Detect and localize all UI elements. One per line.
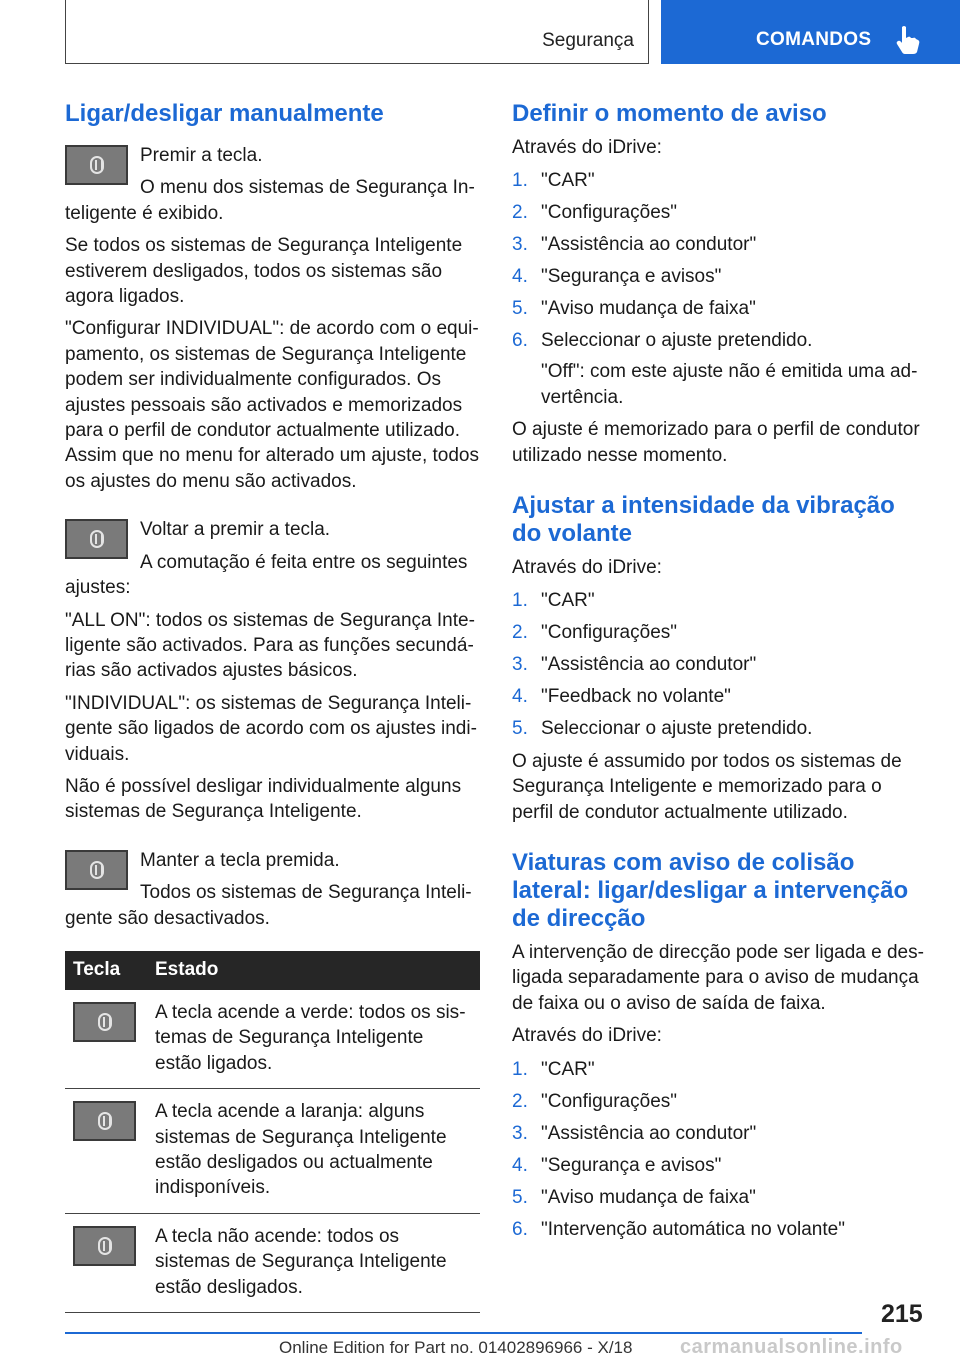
list-item: 6. "Intervenção automática no volante" <box>512 1218 845 1240</box>
press1-line1: Premir a tecla. <box>140 145 263 166</box>
press3-line1: Manter a tecla premida. <box>140 849 340 871</box>
right-column <box>512 100 927 1249</box>
pointing-hand-icon <box>894 25 920 55</box>
step-note: "Off": com este ajuste não é emitida uma advertência. <box>541 361 918 408</box>
table-row <box>65 1213 480 1312</box>
paragraph: "ALL ON": todos os sistemas de Segurança Inteligente são activados. Para as funções secundárias são activados ajustes básicos. <box>65 609 475 682</box>
footer-divider <box>65 1332 862 1334</box>
press-block-2 <box>65 516 480 600</box>
press-block-3 <box>65 847 480 931</box>
list-item: 4. "Segurança e avisos" <box>512 1154 722 1176</box>
paragraph: A intervenção de direcção pode ser ligada e desligada separadamente para o aviso de mudança de faixa ou o aviso de saída de faixa. <box>512 942 924 1014</box>
table-cell-state: A tecla acende a verde: todos os sistemas de Segurança Inteligente estão ligados. <box>147 990 480 1089</box>
press2-line1: Voltar a premir a tecla. <box>140 519 331 541</box>
list-item: 1. "CAR" <box>512 1058 595 1080</box>
safety-button-key-icon <box>73 1002 136 1042</box>
safety-button-key-icon <box>65 850 128 890</box>
list-item: 6. Seleccionar o ajuste pretendido. <box>512 330 813 352</box>
chapter-title: COMANDOS <box>756 29 872 50</box>
list-item: 3. "Assistência ao condutor" <box>512 234 757 256</box>
section-heading-vibration: Ajustar a intensidade da vibração do volante <box>512 492 895 548</box>
safety-button-key-icon <box>73 1101 136 1141</box>
table-cell-state: A tecla não acende: todos os sistemas de Segurança Inteligente estão desligados. <box>147 1213 480 1312</box>
list-item: 4. "Segurança e avisos" <box>512 266 722 288</box>
paragraph: O ajuste é memorizado para o perfil de condutor utilizado nesse momento. <box>512 419 920 466</box>
list-item: 4. "Feedback no volante" <box>512 686 731 708</box>
list-item: 5. "Aviso mudança de faixa" <box>512 298 756 320</box>
list-item: 1. "CAR" <box>512 170 595 192</box>
paragraph: Não é possível desligar individualmente alguns sistemas de Segurança Inteligente. <box>65 775 462 823</box>
section-heading-side-collision: Viaturas com aviso de colisão lateral: ligar/desligar a intervenção de direcção <box>512 849 909 933</box>
footer-edition: Online Edition for Part no. 01402896966 - X/18 <box>279 1338 633 1357</box>
section-heading-manual: Ligar/desligar manualmente <box>65 100 384 127</box>
steps-list-1 <box>512 168 927 353</box>
list-item: 3. "Assistência ao condutor" <box>512 1122 757 1144</box>
steps-list-2 <box>512 588 927 741</box>
table-header-state: Estado <box>147 951 480 990</box>
watermark: carmanualsonline.info <box>680 1336 903 1358</box>
table-row <box>65 990 480 1089</box>
steps-list-3 <box>512 1057 927 1242</box>
press1-line2: O menu dos sistemas de Segurança Inteligente é exibido. <box>65 177 475 224</box>
chapter-tab[interactable] <box>661 0 960 64</box>
table-row <box>65 1089 480 1214</box>
list-item: 2. "Configurações" <box>512 622 678 644</box>
list-item: 5. Seleccionar o ajuste pretendido. <box>512 718 813 740</box>
safety-button-key-icon <box>73 1226 136 1266</box>
table-header-row <box>65 951 480 990</box>
paragraph: O ajuste é assumido por todos os sistemas de Segurança Inteligente e memorizado para o perfil de condutor actualmente utilizado. <box>512 750 902 823</box>
safety-button-key-icon <box>65 519 128 559</box>
table-header-key: Tecla <box>65 951 147 990</box>
idrive-intro: Através do iDrive: <box>512 1025 662 1047</box>
list-item: 2. "Configurações" <box>512 1090 678 1112</box>
list-item: 3. "Assistência ao condutor" <box>512 654 757 676</box>
paragraph: "Configurar INDIVIDUAL": de acordo com o equipamento, os sistemas de Segurança Inteligente podem ser individualmente configurados. Os ajustes pessoais são activados e memorizados para o perfil de condutor actualmente utilizado. Assim que no menu for alterado um ajuste, todos os ajustes do menu são activados. <box>65 318 480 492</box>
key-status-table <box>65 951 480 1313</box>
press-block-1 <box>65 142 480 226</box>
header-section-box <box>65 0 649 64</box>
list-item: 1. "CAR" <box>512 590 595 612</box>
press3-line2: Todos os sistemas de Segurança Inteligente são desactivados. <box>65 882 472 929</box>
safety-button-key-icon <box>65 145 128 185</box>
page-number: 215 <box>881 1300 923 1328</box>
paragraph: "INDIVIDUAL": os sistemas de Segurança Inteligente são ligados de acordo com os ajustes individuais. <box>65 692 477 765</box>
press2-line2: A comutação é feita entre os seguintes ajustes: <box>65 551 468 599</box>
table-cell-state: A tecla acende a laranja: alguns sistemas de Segurança Inteligente estão desligados ou actualmente indisponíveis. <box>147 1089 480 1214</box>
paragraph: Se todos os sistemas de Segurança Inteligente estiverem desligados, todos os sistemas são agora ligados. <box>65 235 463 308</box>
section-title: Segurança <box>542 30 634 51</box>
idrive-intro: Através do iDrive: <box>512 557 662 579</box>
idrive-intro: Através do iDrive: <box>512 137 662 158</box>
section-heading-warning-time: Definir o momento de aviso <box>512 100 827 127</box>
list-item: 5. "Aviso mudança de faixa" <box>512 1186 756 1208</box>
list-item: 2. "Configurações" <box>512 202 678 224</box>
left-column <box>65 100 480 1313</box>
